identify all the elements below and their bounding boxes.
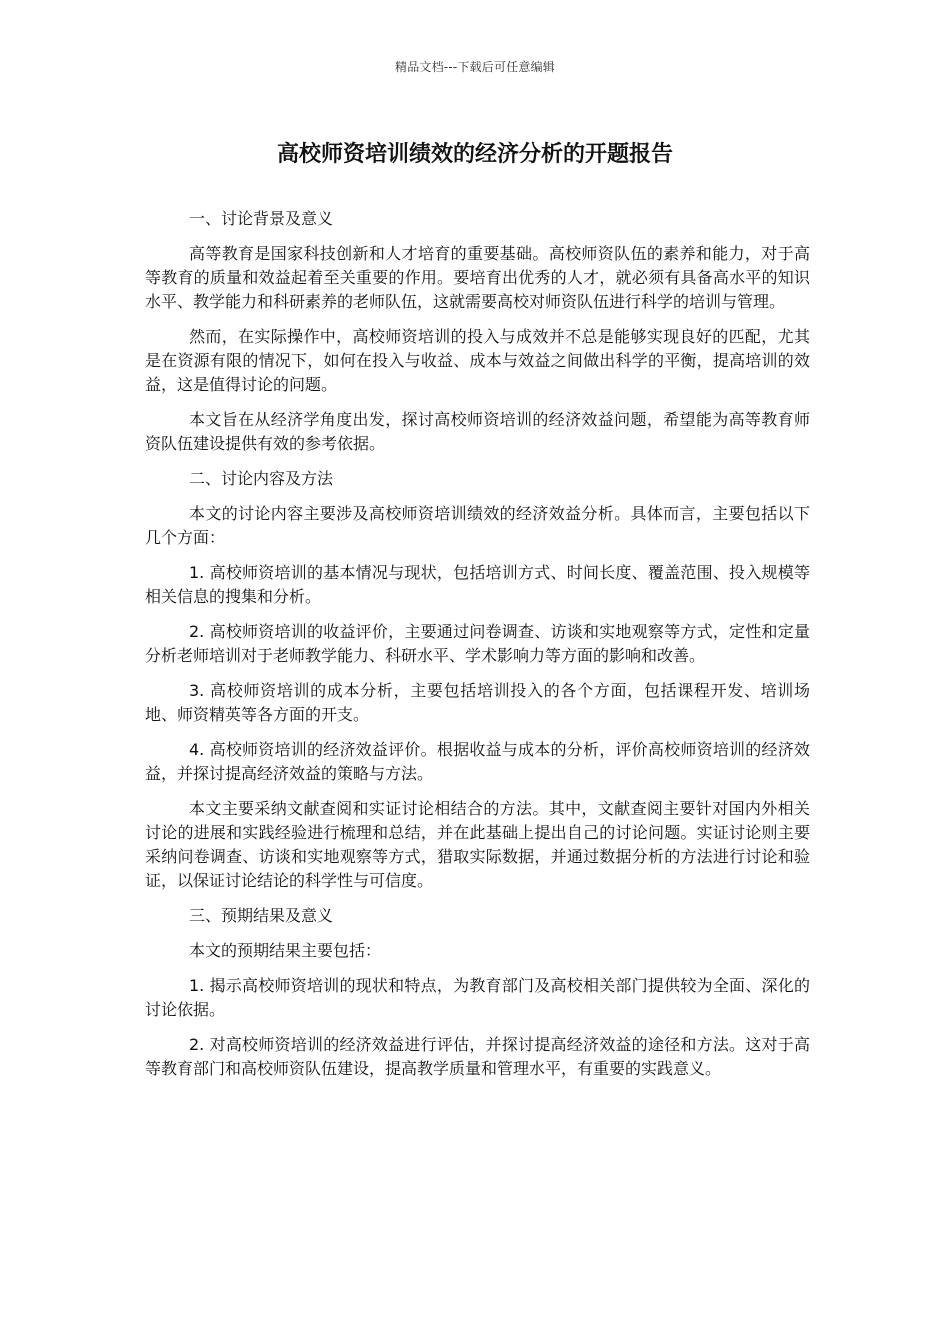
document-title: 高校师资培训绩效的经济分析的开题报告: [276, 142, 673, 167]
section-heading-2: 二、讨论内容及方法: [189, 469, 334, 488]
paragraph: 高等教育是国家科技创新和人才培育的重要基础。高校师资队伍的素养和能力，对于高等教育的质量和效益起着至关重要的作用。要培育出优秀的人才，就必须有具备高水平的知识水平、教学能力和科研素养的老师队伍，这就需要高校对师资队伍进行科学的培训与管理。: [145, 244, 810, 311]
section-heading-3: 三、预期结果及意义: [189, 906, 334, 925]
paragraph: 本文主要采纳文献查阅和实证讨论相结合的方法。其中，文献查阅主要针对国内外相关讨论的进展和实践经验进行梳理和总结，并在此基础上提出自己的讨论问题。实证讨论则主要采纳问卷调查、访谈和实地观察等方式，猎取实际数据，并通过数据分析的方法进行讨论和验证，以保证讨论结论的科学性与可信度。: [145, 799, 810, 890]
header-note: 精品文档---下载后可任意编辑: [395, 60, 555, 74]
list-item: 1. 高校师资培训的基本情况与现状，包括培训方式、时间长度、覆盖范围、投入规模等相关信息的搜集和分析。: [145, 563, 810, 606]
list-item: 4. 高校师资培训的经济效益评价。根据收益与成本的分析，评价高校师资培训的经济效益，并探讨提高经济效益的策略与方法。: [145, 740, 810, 783]
paragraph: 本文旨在从经济学角度出发，探讨高校师资培训的经济效益问题，希望能为高等教育师资队伍建设提供有效的参考依据。: [145, 410, 810, 453]
paragraph: 本文的预期结果主要包括：: [189, 941, 382, 960]
paragraph: 然而，在实际操作中，高校师资培训的投入与成效并不总是能够实现良好的匹配，尤其是在资源有限的情况下，如何在投入与收益、成本与效益之间做出科学的平衡，提高培训的效益，这是值得讨论的问题。: [145, 327, 810, 394]
list-item: 1. 揭示高校师资培训的现状和特点，为教育部门及高校相关部门提供较为全面、深化的讨论依据。: [145, 976, 810, 1019]
document-body: [145, 207, 810, 1092]
section-heading-1: 一、讨论背景及意义: [189, 209, 334, 228]
list-item: 3. 高校师资培训的成本分析，主要包括培训投入的各个方面，包括课程开发、培训场地、师资精英等各方面的开支。: [145, 681, 810, 724]
paragraph: 本文的讨论内容主要涉及高校师资培训绩效的经济效益分析。具体而言，主要包括以下几个方面：: [145, 504, 810, 547]
list-item: 2. 对高校师资培训的经济效益进行评估，并探讨提高经济效益的途径和方法。这对于高等教育部门和高校师资队伍建设，提高教学质量和管理水平，有重要的实践意义。: [145, 1035, 810, 1078]
list-item: 2. 高校师资培训的收益评价，主要通过问卷调查、访谈和实地观察等方式，定性和定量分析老师培训对于老师教学能力、科研水平、学术影响力等方面的影响和改善。: [145, 622, 810, 665]
